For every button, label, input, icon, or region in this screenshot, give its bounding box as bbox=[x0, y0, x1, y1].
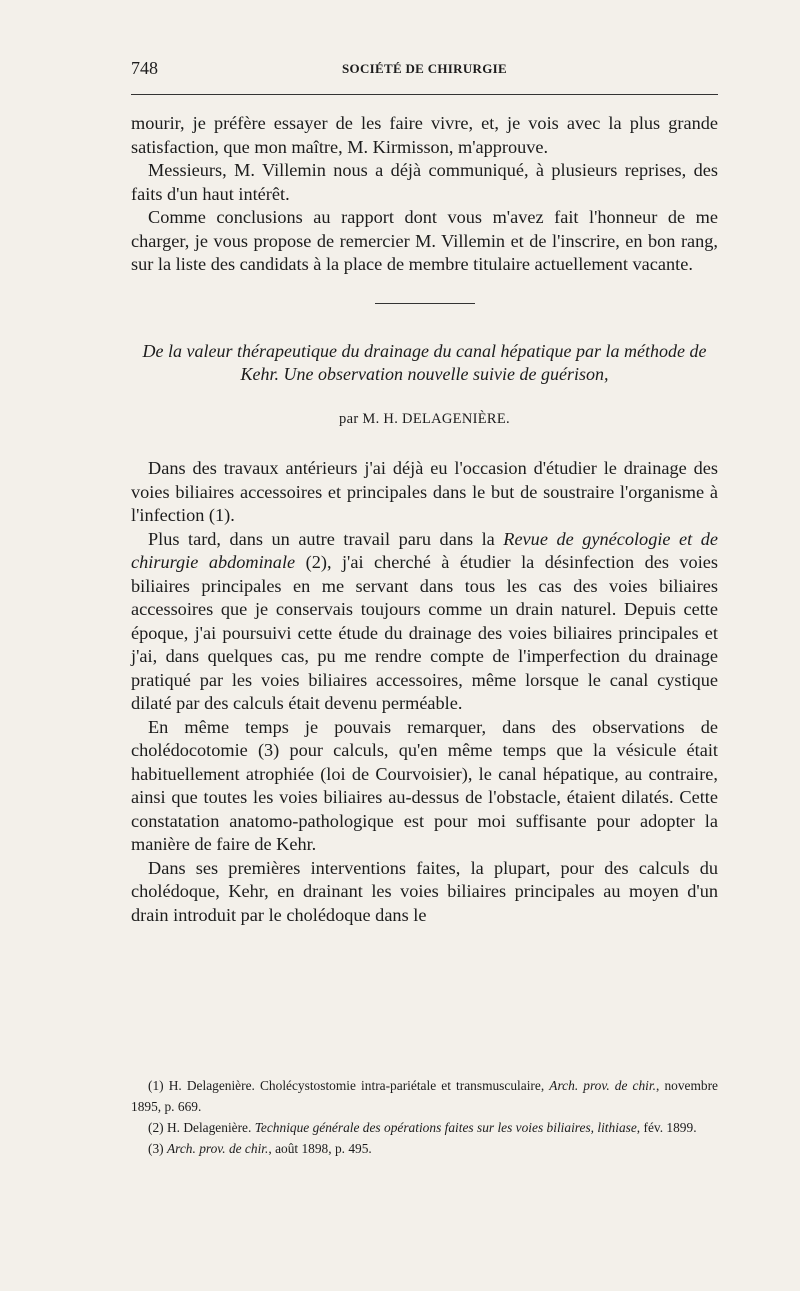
footnote-text: (1) H. Delagenière. Cholécystostomie intra-pariétale et transmusculaire, bbox=[148, 1078, 550, 1093]
journal-title: Revue de gynécologie et de chirurgie abdominale bbox=[131, 528, 718, 572]
section-separator bbox=[375, 303, 475, 304]
footnote-text: , août 1898, p. 495. bbox=[268, 1141, 372, 1156]
intro-paragraph: Comme conclusions au rapport dont vous m'avez fait l'honneur de me charger, je vous propose de remercier M. Villemin et de l'inscrire, en bon rang, sur la liste des candidats à la place de membre titulaire actuellement vacante. bbox=[131, 207, 718, 274]
footnotes bbox=[131, 1075, 718, 1159]
footnote-reference: Technique générale des opérations faites sur les voies biliaires, lithiase bbox=[254, 1120, 637, 1135]
footnote-text: , novembre 1895, p. 669. bbox=[131, 1078, 718, 1114]
header-rule bbox=[131, 94, 718, 95]
body-paragraph: En même temps je pouvais remarquer, dans des observations de cholédocotomie (3) pour calculs, qu'en même temps que la vésicule était habituellement atrophiée (loi de Courvoisier), le canal hépatique, au contraire, ainsi que toutes les voies biliaires au-dessus de l'obstacle, étaient dilatés. Cette constatation anatomo-pathologique est pour moi suffisante pour adopter la manière de faire de Kehr. bbox=[131, 716, 718, 854]
footnote-reference: Arch. prov. de chir. bbox=[549, 1078, 656, 1093]
article-author: par M. H. DELAGENIÈRE. bbox=[339, 410, 510, 427]
footnote-2 bbox=[131, 1117, 718, 1138]
intro-paragraph: Messieurs, M. Villemin nous a déjà communiqué, à plusieurs reprises, des faits d'un haut intérêt. bbox=[131, 160, 718, 204]
body-paragraph bbox=[131, 528, 718, 716]
body-paragraph: Dans ses premières interventions faites, la plupart, pour des calculs du cholédoque, Kehr, en drainant les voies biliaires principales au moyen d'un drain introduit par le cholédoque dans le bbox=[131, 857, 718, 925]
footnote-3 bbox=[131, 1138, 718, 1159]
footnote-text: , fév. 1899. bbox=[636, 1120, 697, 1135]
body-text-run: Plus tard, dans un autre travail paru dans la bbox=[148, 528, 504, 549]
main-text bbox=[131, 112, 718, 927]
footnote-1 bbox=[131, 1075, 718, 1117]
footnote-text: (3) bbox=[148, 1141, 167, 1156]
intro-paragraph: mourir, je préfère essayer de les faire vivre, et, je vois avec la plus grande satisfaction, que mon maître, M. Kirmisson, m'approuve. bbox=[131, 113, 718, 157]
footnote-reference: Arch. prov. de chir. bbox=[166, 1141, 269, 1156]
article-title: De la valeur thérapeutique du drainage du canal hépatique par la méthode de Kehr. Une observation nouvelle suivie de guérison, bbox=[142, 340, 707, 384]
body-text-run: (2), j'ai cherché à étudier la désinfection des voies biliaires principales en me servant dans tous les cas des voies biliaires accessoires que je conservais toujours comme un drain naturel. Depuis cette époque, j'ai poursuivi cette étude du drainage des voies biliaires principales et j'ai, dans quelques cas, pu me rendre compte de l'imperfection du drainage pratiqué par les voies biliaires accessoires, même lorsque le canal cystique dilaté par des calculs était devenu perméable. bbox=[131, 552, 719, 713]
running-title: SOCIÉTÉ DE CHIRURGIE bbox=[342, 61, 507, 76]
running-header bbox=[131, 58, 718, 82]
page-number: 748 bbox=[131, 58, 158, 78]
footnote-text: (2) H. Delagenière. bbox=[148, 1120, 255, 1135]
body-paragraph: Dans des travaux antérieurs j'ai déjà eu l'occasion d'étudier le drainage des voies biliaires accessoires et principales dans le but de soustraire l'organisme à l'infection (1). bbox=[131, 458, 718, 525]
